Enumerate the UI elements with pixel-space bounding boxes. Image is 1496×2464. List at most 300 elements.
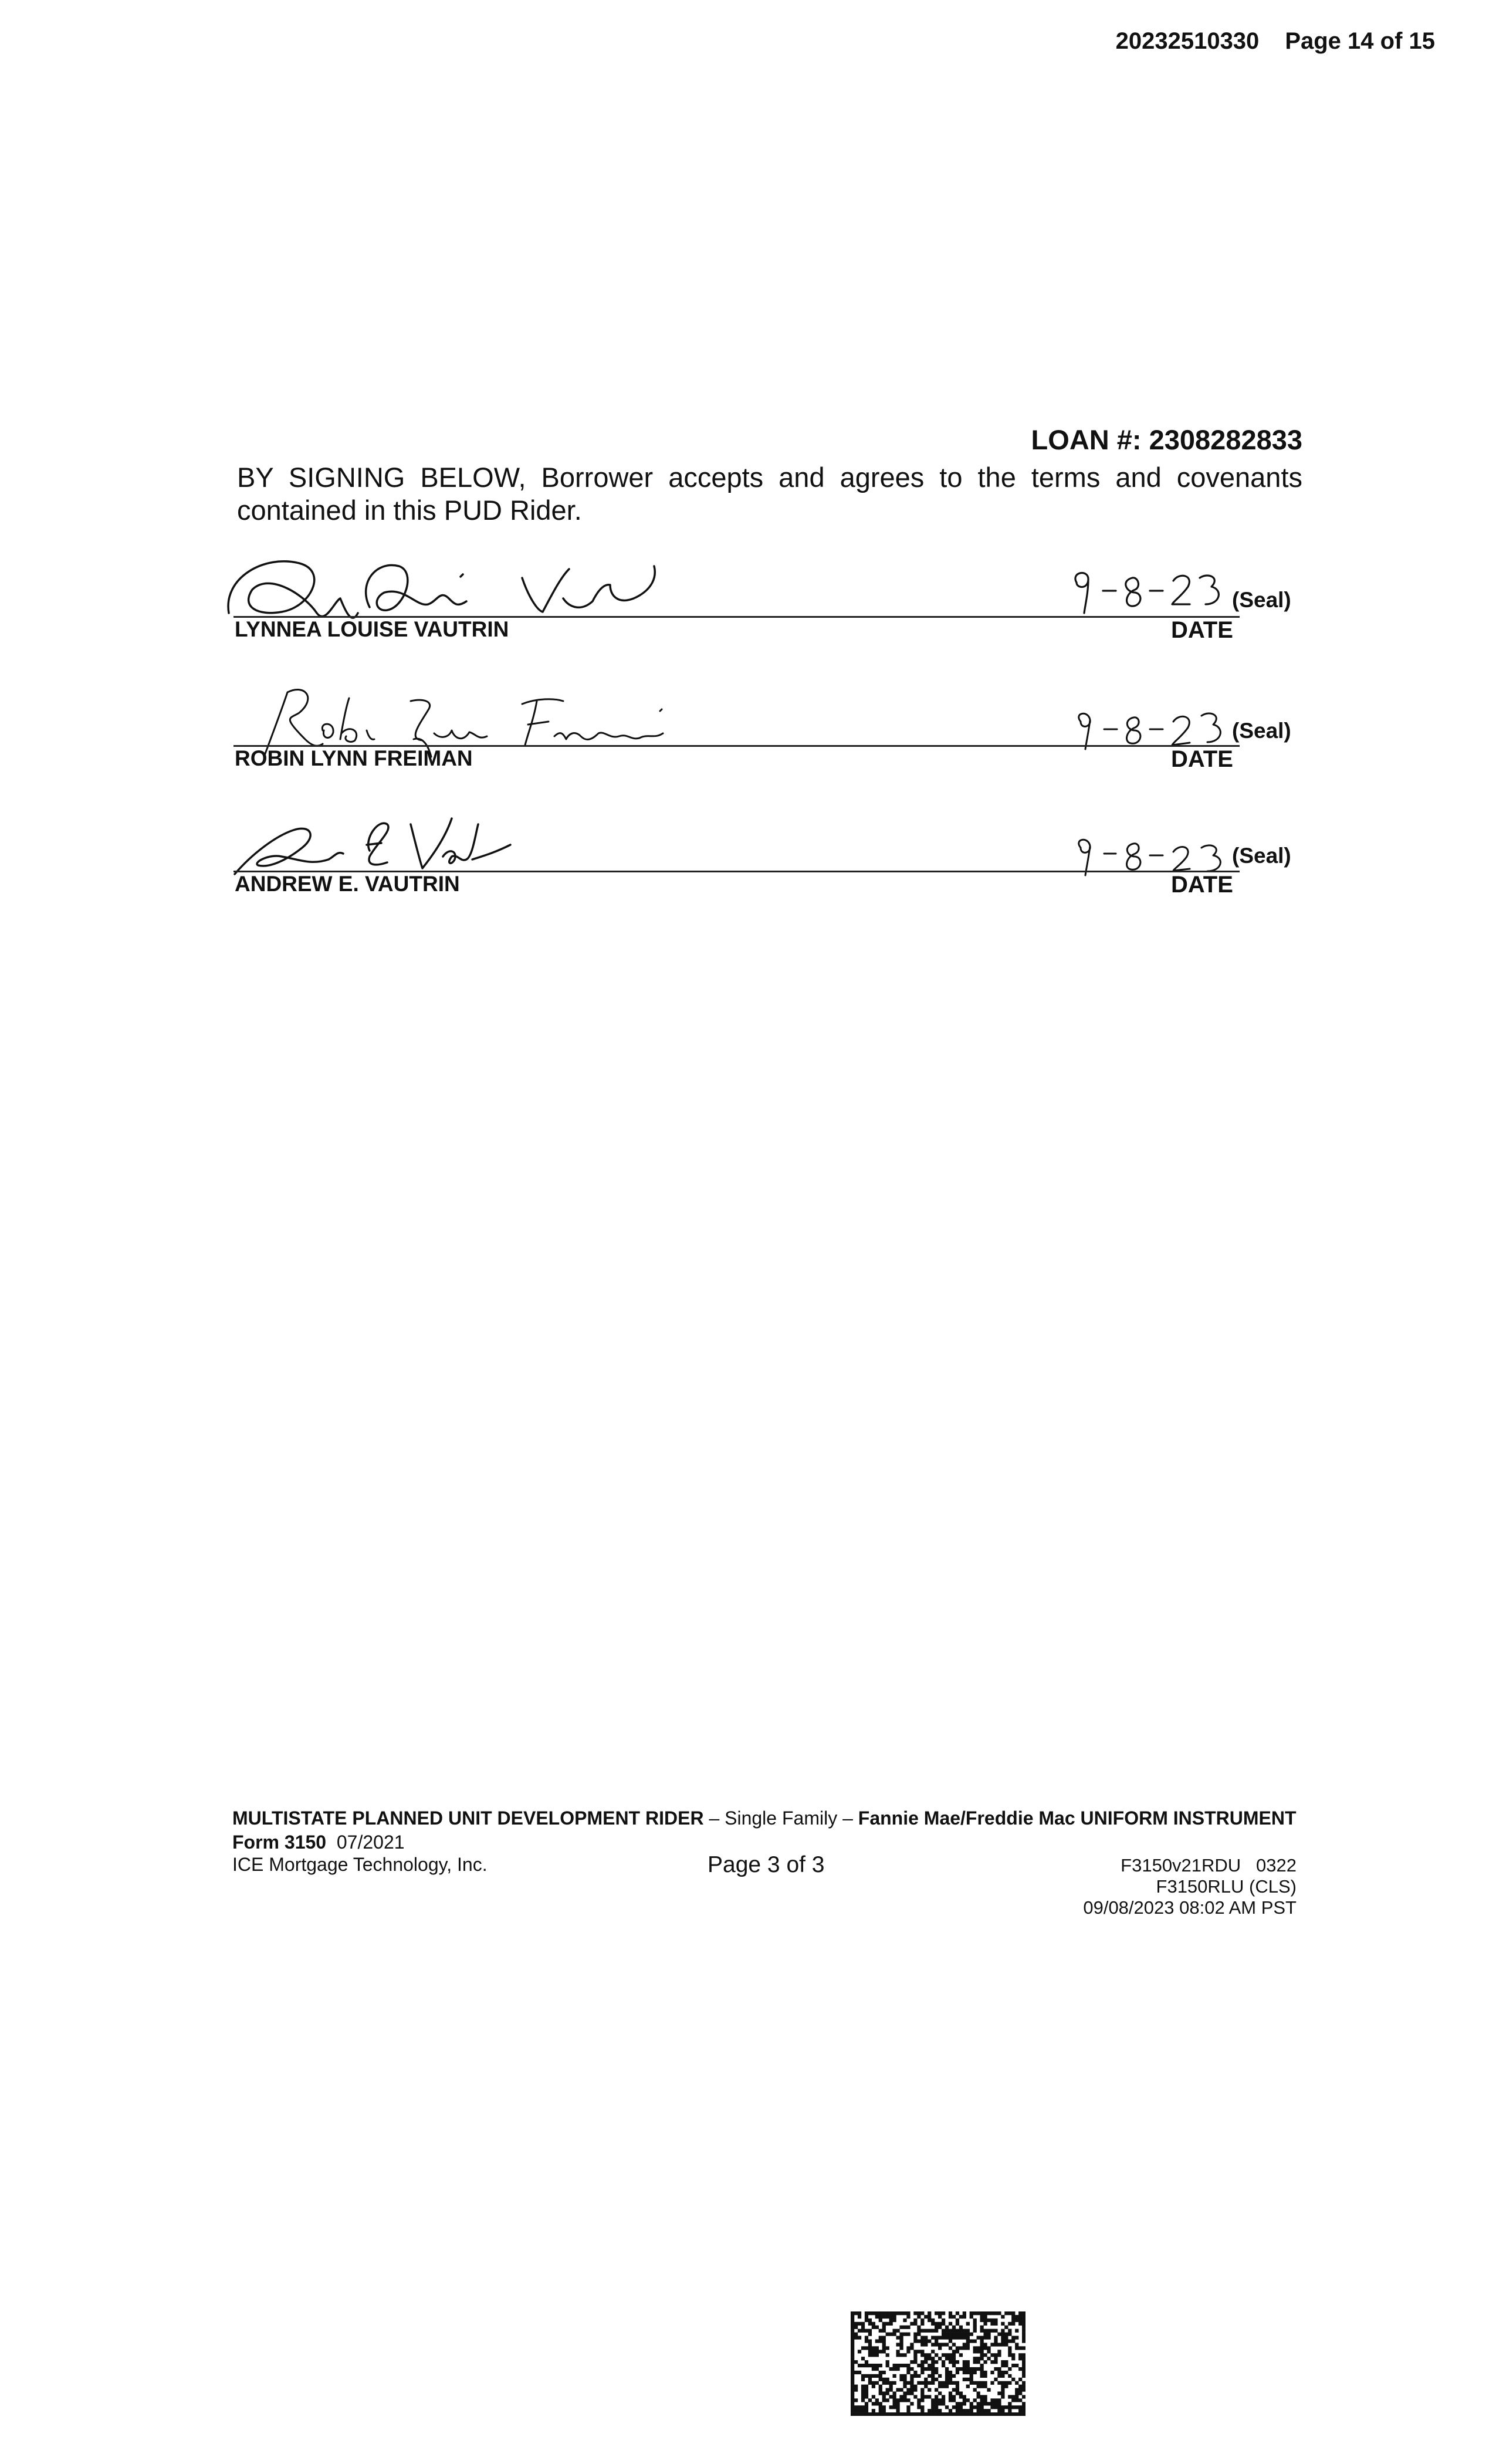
barcode-module (952, 2353, 956, 2357)
barcode-module (865, 2319, 868, 2322)
barcode-module (977, 2402, 980, 2405)
barcode-module (1011, 2398, 1015, 2402)
barcode-module (865, 2315, 868, 2319)
barcode-module (1001, 2315, 1004, 2319)
barcode-module (966, 2371, 970, 2374)
barcode-module (942, 2336, 945, 2340)
barcode-module (938, 2346, 942, 2350)
barcode-module (931, 2405, 935, 2409)
barcode-module (980, 2405, 984, 2409)
barcode-module (994, 2402, 997, 2405)
barcode-module (865, 2336, 868, 2340)
barcode-module (886, 2346, 889, 2350)
barcode-module (868, 2329, 872, 2333)
barcode-module (945, 2329, 949, 2333)
barcode-module (966, 2412, 970, 2416)
barcode-module (854, 2371, 858, 2374)
barcode-module (1022, 2357, 1025, 2360)
barcode-module (868, 2364, 872, 2367)
barcode-module (893, 2319, 896, 2322)
barcode-module (977, 2360, 980, 2364)
barcode-module (952, 2326, 956, 2329)
barcode-module (879, 2315, 882, 2319)
barcode-module (851, 2329, 854, 2333)
barcode-module (977, 2405, 980, 2409)
barcode-module (879, 2311, 882, 2315)
barcode-module (956, 2405, 959, 2409)
barcode-module (879, 2409, 882, 2412)
barcode-module (1022, 2360, 1025, 2364)
barcode-module (997, 2405, 1001, 2409)
barcode-module (1022, 2388, 1025, 2392)
barcode-module (949, 2339, 952, 2343)
barcode-module (893, 2333, 896, 2336)
barcode-module (924, 2360, 928, 2364)
barcode-module (966, 2343, 970, 2346)
barcode-module (1015, 2364, 1018, 2367)
barcode-module (952, 2360, 956, 2364)
barcode-module (854, 2398, 858, 2402)
barcode-module (983, 2381, 987, 2385)
barcode-module (1004, 2364, 1008, 2367)
barcode-module (893, 2398, 896, 2402)
barcode-module (920, 2322, 924, 2326)
barcode-module (1004, 2405, 1008, 2409)
barcode-module (935, 2367, 938, 2371)
barcode-module (872, 2364, 875, 2367)
barcode-module (966, 2378, 970, 2381)
barcode-module (973, 2346, 977, 2350)
barcode-module (1015, 2388, 1018, 2392)
barcode-module (949, 2409, 952, 2412)
barcode-module (1001, 2339, 1004, 2343)
barcode-module (893, 2374, 896, 2378)
barcode-module (977, 2357, 980, 2360)
barcode-module (851, 2346, 854, 2350)
barcode-module (938, 2385, 942, 2388)
barcode-module (973, 2405, 977, 2409)
barcode-module (1008, 2339, 1011, 2343)
barcode-module (899, 2395, 903, 2398)
barcode-module (997, 2409, 1001, 2412)
signer-name-3: ANDREW E. VAUTRIN (235, 872, 460, 896)
barcode-module (886, 2364, 889, 2367)
barcode-module (903, 2311, 906, 2315)
barcode-module (980, 2367, 984, 2371)
barcode-module (920, 2395, 924, 2398)
barcode-module (990, 2371, 994, 2374)
barcode-module (945, 2381, 949, 2385)
barcode-module (942, 2402, 945, 2405)
barcode-module (963, 2343, 966, 2346)
barcode-module (956, 2350, 959, 2353)
barcode-module (928, 2367, 931, 2371)
barcode-module (994, 2343, 997, 2346)
barcode-module (861, 2364, 865, 2367)
barcode-module (875, 2346, 879, 2350)
barcode-module (963, 2311, 966, 2315)
barcode-module (924, 2381, 928, 2385)
barcode-module (910, 2381, 913, 2385)
barcode-module (903, 2381, 906, 2385)
barcode-module (938, 2322, 942, 2326)
barcode-module (949, 2322, 952, 2326)
barcode-module (1008, 2346, 1011, 2350)
barcode-module (882, 2391, 886, 2395)
barcode-module (882, 2398, 886, 2402)
datamatrix-barcode-icon (851, 2311, 1025, 2416)
barcode-module (970, 2378, 973, 2381)
barcode-module (872, 2322, 875, 2326)
barcode-module (868, 2412, 872, 2416)
barcode-module (970, 2339, 973, 2343)
barcode-module (893, 2402, 896, 2405)
barcode-module (882, 2343, 886, 2346)
barcode-module (963, 2402, 966, 2405)
barcode-module (980, 2315, 984, 2319)
barcode-module (928, 2409, 931, 2412)
barcode-module (952, 2412, 956, 2416)
barcode-module (952, 2381, 956, 2385)
barcode-module (1022, 2322, 1025, 2326)
barcode-module (970, 2381, 973, 2385)
barcode-module (1018, 2409, 1022, 2412)
barcode-module (875, 2326, 879, 2329)
barcode-module (1022, 2319, 1025, 2322)
barcode-module (913, 2333, 917, 2336)
barcode-module (920, 2391, 924, 2395)
footer-title-separator-1: – (703, 1808, 725, 1829)
barcode-module (956, 2333, 959, 2336)
barcode-module (966, 2329, 970, 2333)
barcode-module (1008, 2350, 1011, 2353)
barcode-module (997, 2353, 1001, 2357)
barcode-module (945, 2405, 949, 2409)
barcode-module (1001, 2333, 1004, 2336)
date-label-1: DATE (1171, 617, 1233, 643)
barcode-module (854, 2322, 858, 2326)
barcode-module (851, 2353, 854, 2357)
barcode-module (1022, 2333, 1025, 2336)
barcode-module (851, 2339, 854, 2343)
barcode-module (977, 2412, 980, 2416)
barcode-module (952, 2343, 956, 2346)
barcode-module (963, 2412, 966, 2416)
barcode-module (879, 2339, 882, 2343)
barcode-module (920, 2412, 924, 2416)
barcode-module (949, 2311, 952, 2315)
barcode-module (1011, 2353, 1015, 2357)
barcode-module (994, 2378, 997, 2381)
barcode-module (865, 2329, 868, 2333)
barcode-module (872, 2412, 875, 2416)
barcode-module (854, 2326, 858, 2329)
barcode-module (865, 2364, 868, 2367)
barcode-module (1018, 2412, 1022, 2416)
footer-form-number: Form 3150 (232, 1832, 327, 1853)
barcode-module (970, 2412, 973, 2416)
barcode-module (980, 2374, 984, 2378)
barcode-module (858, 2322, 861, 2326)
footer-code-2: F3150RLU (CLS) (1156, 1876, 1297, 1897)
barcode-module (935, 2326, 938, 2329)
barcode-module (931, 2350, 935, 2353)
document-number: 20232510330 (1115, 28, 1260, 54)
barcode-module (851, 2405, 854, 2409)
barcode-module (865, 2374, 868, 2378)
barcode-module (1011, 2319, 1015, 2322)
handwritten-date-1 (1068, 560, 1244, 625)
barcode-module (893, 2381, 896, 2385)
barcode-module (977, 2385, 980, 2388)
barcode-module (997, 2402, 1001, 2405)
barcode-module (935, 2388, 938, 2392)
footer-form-date: 07/2021 (336, 1832, 405, 1853)
barcode-module (966, 2339, 970, 2343)
barcode-module (990, 2412, 994, 2416)
barcode-module (1015, 2346, 1018, 2350)
barcode-module (917, 2402, 920, 2405)
barcode-module (935, 2339, 938, 2343)
barcode-module (1015, 2329, 1018, 2333)
barcode-module (945, 2336, 949, 2340)
barcode-module (942, 2412, 945, 2416)
barcode-module (931, 2374, 935, 2378)
barcode-module (928, 2315, 931, 2319)
barcode-module (987, 2409, 990, 2412)
barcode-module (928, 2339, 931, 2343)
barcode-module (949, 2371, 952, 2374)
barcode-module (889, 2395, 893, 2398)
barcode-module (980, 2326, 984, 2329)
barcode-module (1022, 2395, 1025, 2398)
barcode-module (868, 2353, 872, 2357)
barcode-module (858, 2405, 861, 2409)
footer-vendor: ICE Mortgage Technology, Inc. (232, 1854, 488, 1875)
barcode-module (928, 2364, 931, 2367)
barcode-module (858, 2311, 861, 2315)
barcode-module (886, 2322, 889, 2326)
barcode-module (906, 2398, 910, 2402)
barcode-module (872, 2350, 875, 2353)
barcode-module (1022, 2311, 1025, 2315)
barcode-module (903, 2353, 906, 2357)
barcode-module (1008, 2329, 1011, 2333)
barcode-module (906, 2391, 910, 2395)
barcode-module (994, 2357, 997, 2360)
barcode-module (935, 2311, 938, 2315)
barcode-module (1022, 2353, 1025, 2357)
barcode-module (886, 2333, 889, 2336)
barcode-module (868, 2319, 872, 2322)
barcode-module (1004, 2326, 1008, 2329)
barcode-module (942, 2322, 945, 2326)
barcode-module (959, 2395, 963, 2398)
barcode-module (973, 2350, 977, 2353)
barcode-module (851, 2350, 854, 2353)
barcode-module (990, 2353, 994, 2357)
barcode-module (987, 2319, 990, 2322)
barcode-module (1015, 2391, 1018, 2395)
barcode-module (910, 2385, 913, 2388)
barcode-module (983, 2360, 987, 2364)
barcode-module (875, 2374, 879, 2378)
barcode-module (924, 2357, 928, 2360)
barcode-module (861, 2395, 865, 2398)
barcode-module (938, 2374, 942, 2378)
barcode-module (980, 2343, 984, 2346)
barcode-module (920, 2329, 924, 2333)
barcode-module (906, 2364, 910, 2367)
barcode-module (893, 2364, 896, 2367)
barcode-module (882, 2350, 886, 2353)
barcode-module (956, 2385, 959, 2388)
barcode-module (851, 2385, 854, 2388)
barcode-module (980, 2357, 984, 2360)
barcode-module (983, 2402, 987, 2405)
barcode-module (977, 2346, 980, 2350)
barcode-module (882, 2371, 886, 2374)
barcode-module (959, 2412, 963, 2416)
barcode-module (977, 2381, 980, 2385)
barcode-module (1018, 2367, 1022, 2371)
barcode-module (861, 2346, 865, 2350)
barcode-module (858, 2371, 861, 2374)
barcode-module (1011, 2311, 1015, 2315)
barcode-module (858, 2350, 861, 2353)
barcode-module (872, 2374, 875, 2378)
barcode-module (906, 2333, 910, 2336)
barcode-module (980, 2311, 984, 2315)
barcode-module (970, 2402, 973, 2405)
barcode-module (1018, 2398, 1022, 2402)
barcode-module (938, 2357, 942, 2360)
barcode-module (896, 2353, 899, 2357)
barcode-module (1001, 2395, 1004, 2398)
barcode-module (942, 2329, 945, 2333)
barcode-module (1001, 2388, 1004, 2392)
barcode-module (1008, 2381, 1011, 2385)
barcode-module (851, 2311, 854, 2315)
barcode-module (952, 2357, 956, 2360)
barcode-module (983, 2409, 987, 2412)
barcode-module (913, 2311, 917, 2315)
barcode-module (980, 2395, 984, 2398)
barcode-module (963, 2346, 966, 2350)
barcode-module (983, 2336, 987, 2340)
barcode-module (970, 2315, 973, 2319)
barcode-module (963, 2364, 966, 2367)
barcode-module (994, 2311, 997, 2315)
barcode-module (949, 2395, 952, 2398)
barcode-module (906, 2346, 910, 2350)
barcode-module (1004, 2333, 1008, 2336)
barcode-module (896, 2398, 899, 2402)
barcode-module (861, 2398, 865, 2402)
barcode-module (882, 2329, 886, 2333)
barcode-module (935, 2371, 938, 2374)
barcode-module (924, 2343, 928, 2346)
barcode-module (886, 2315, 889, 2319)
barcode-module (980, 2371, 984, 2374)
barcode-module (913, 2350, 917, 2353)
barcode-module (879, 2402, 882, 2405)
barcode-module (938, 2381, 942, 2385)
barcode-module (970, 2409, 973, 2412)
barcode-module (886, 2353, 889, 2357)
barcode-module (913, 2360, 917, 2364)
barcode-module (899, 2388, 903, 2392)
barcode-module (913, 2412, 917, 2416)
barcode-module (931, 2329, 935, 2333)
barcode-module (906, 2371, 910, 2374)
barcode-module (1022, 2329, 1025, 2333)
barcode-module (1022, 2381, 1025, 2385)
barcode-module (879, 2405, 882, 2409)
barcode-module (949, 2346, 952, 2350)
barcode-module (938, 2398, 942, 2402)
barcode-module (1001, 2405, 1004, 2409)
barcode-module (1022, 2367, 1025, 2371)
barcode-module (924, 2339, 928, 2343)
barcode-module (1008, 2412, 1011, 2416)
barcode-module (913, 2322, 917, 2326)
barcode-module (882, 2412, 886, 2416)
barcode-module (893, 2315, 896, 2319)
barcode-module (956, 2322, 959, 2326)
barcode-module (997, 2412, 1001, 2416)
barcode-module (956, 2371, 959, 2374)
barcode-module (1008, 2322, 1011, 2326)
barcode-module (938, 2315, 942, 2319)
barcode-module (1015, 2412, 1018, 2416)
barcode-module (906, 2311, 910, 2315)
barcode-module (966, 2409, 970, 2412)
barcode-module (917, 2339, 920, 2343)
barcode-module (865, 2360, 868, 2364)
barcode-module (942, 2360, 945, 2364)
barcode-module (956, 2381, 959, 2385)
barcode-module (868, 2339, 872, 2343)
barcode-module (970, 2311, 973, 2315)
barcode-module (910, 2374, 913, 2378)
barcode-module (983, 2322, 987, 2326)
barcode-module (889, 2315, 893, 2319)
barcode-module (1011, 2322, 1015, 2326)
barcode-module (872, 2409, 875, 2412)
barcode-module (889, 2385, 893, 2388)
barcode-module (938, 2336, 942, 2340)
barcode-module (959, 2409, 963, 2412)
barcode-module (889, 2367, 893, 2371)
barcode-module (980, 2336, 984, 2340)
barcode-module (861, 2405, 865, 2409)
barcode-module (906, 2412, 910, 2416)
barcode-module (858, 2412, 861, 2416)
barcode-module (970, 2405, 973, 2409)
barcode-module (889, 2381, 893, 2385)
seal-label-3: (Seal) (1232, 844, 1291, 868)
barcode-module (879, 2364, 882, 2367)
barcode-module (903, 2412, 906, 2416)
barcode-module (942, 2353, 945, 2357)
barcode-module (851, 2333, 854, 2336)
barcode-module (1015, 2336, 1018, 2340)
barcode-module (970, 2367, 973, 2371)
barcode-module (896, 2336, 899, 2340)
barcode-module (861, 2388, 865, 2392)
barcode-module (966, 2385, 970, 2388)
